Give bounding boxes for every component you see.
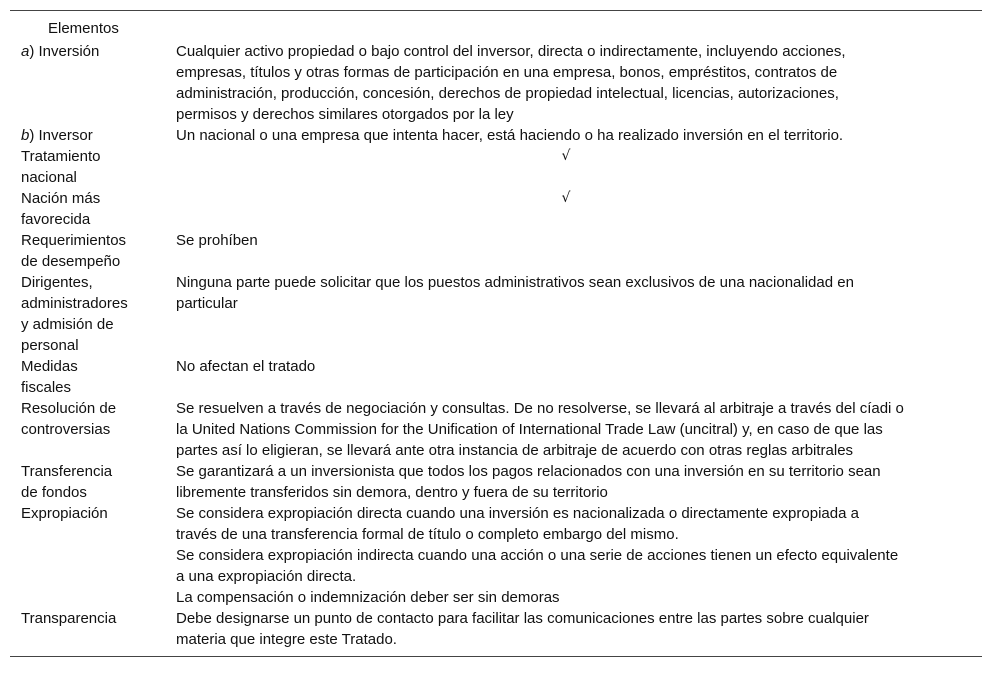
- row-label: b) Inversor: [21, 127, 93, 144]
- row-description: Debe designarse un punto de contacto para facilitar las comunicaciones entre las partes sobre cualquier materia que integre este Tratado.: [176, 610, 869, 648]
- check-mark-icon: √: [561, 148, 571, 164]
- table-row-medidas-fiscales: [10, 356, 982, 398]
- table-header: [10, 11, 982, 41]
- row-description: [176, 146, 956, 188]
- table-row-transferencia: [10, 461, 982, 503]
- table-row-transparencia: [10, 608, 982, 650]
- row-description: Ninguna parte puede solicitar que los puestos administrativos sean exclusivos de una nacionalidad en particular: [176, 274, 854, 312]
- row-label: Transferencia de fondos: [21, 463, 113, 501]
- row-description: [176, 188, 956, 230]
- treaty-elements-table: [10, 10, 982, 657]
- table-row-expropiacion: [10, 503, 982, 608]
- row-description: No afectan el tratado: [176, 358, 316, 375]
- row-description: Se resuelven a través de negociación y consultas. De no resolverse, se llevará al arbitraje a través del cíadi o la United Nations Commission for the Unification of International Trade Law (uncitral) y, en caso de que las partes así lo eligieran, se llevará ante otra instancia de arbitraje de acuerdo con otras reglas arbitrales: [176, 400, 904, 459]
- header-elementos: Elementos: [48, 20, 119, 37]
- bottom-rule: [10, 656, 982, 657]
- table-row-tratamiento-nacional: [10, 146, 982, 188]
- table-row-dirigentes: [10, 272, 982, 356]
- table-row-inversor: [10, 125, 982, 146]
- row-description: Se considera expropiación directa cuando una inversión es nacionalizada o directamente expropiada a través de una transferencia formal de título o completo embargo del mismo. Se considera expropiación indirecta cuando una acción o una serie de acciones tienen un efecto equivalente a una expropiación directa. La compensación o indemnización deber ser sin demoras: [176, 505, 899, 606]
- row-description: Un nacional o una empresa que intenta hacer, está haciendo o ha realizado inversión en el territorio.: [176, 127, 844, 144]
- row-label: a) Inversión: [21, 43, 100, 60]
- row-label: Nación más favorecida: [21, 190, 101, 228]
- row-label: Expropiación: [21, 505, 108, 522]
- table-row-nacion-favorecida: [10, 188, 982, 230]
- table-row-inversion: [10, 41, 982, 125]
- row-description: Se garantizará a un inversionista que todos los pagos relacionados con una inversión en su territorio sean libremente transferidos sin demora, dentro y fuera de su territorio: [176, 463, 881, 501]
- check-mark-icon: √: [561, 190, 571, 206]
- table-row-resolucion: [10, 398, 982, 461]
- row-label: Dirigentes, administradores y admisión de personal: [21, 274, 128, 354]
- row-label: Requerimientos de desempeño: [21, 232, 127, 270]
- row-description: Se prohíben: [176, 232, 258, 249]
- row-label: Resolución de controversias: [21, 400, 117, 438]
- row-label: Tratamiento nacional: [21, 148, 101, 186]
- row-label: Medidas fiscales: [21, 358, 78, 396]
- row-label: Transparencia: [21, 610, 117, 627]
- row-description: Cualquier activo propiedad o bajo control del inversor, directa o indirectamente, incluyendo acciones, empresas, títulos y otras formas de participación en una empresa, bonos, empréstitos, contratos de administración, producción, concesión, derechos de propiedad intelectual, licencias, autorizaciones, permisos y derechos similares otorgados por la ley: [176, 43, 846, 123]
- table-row-requerimientos: [10, 230, 982, 272]
